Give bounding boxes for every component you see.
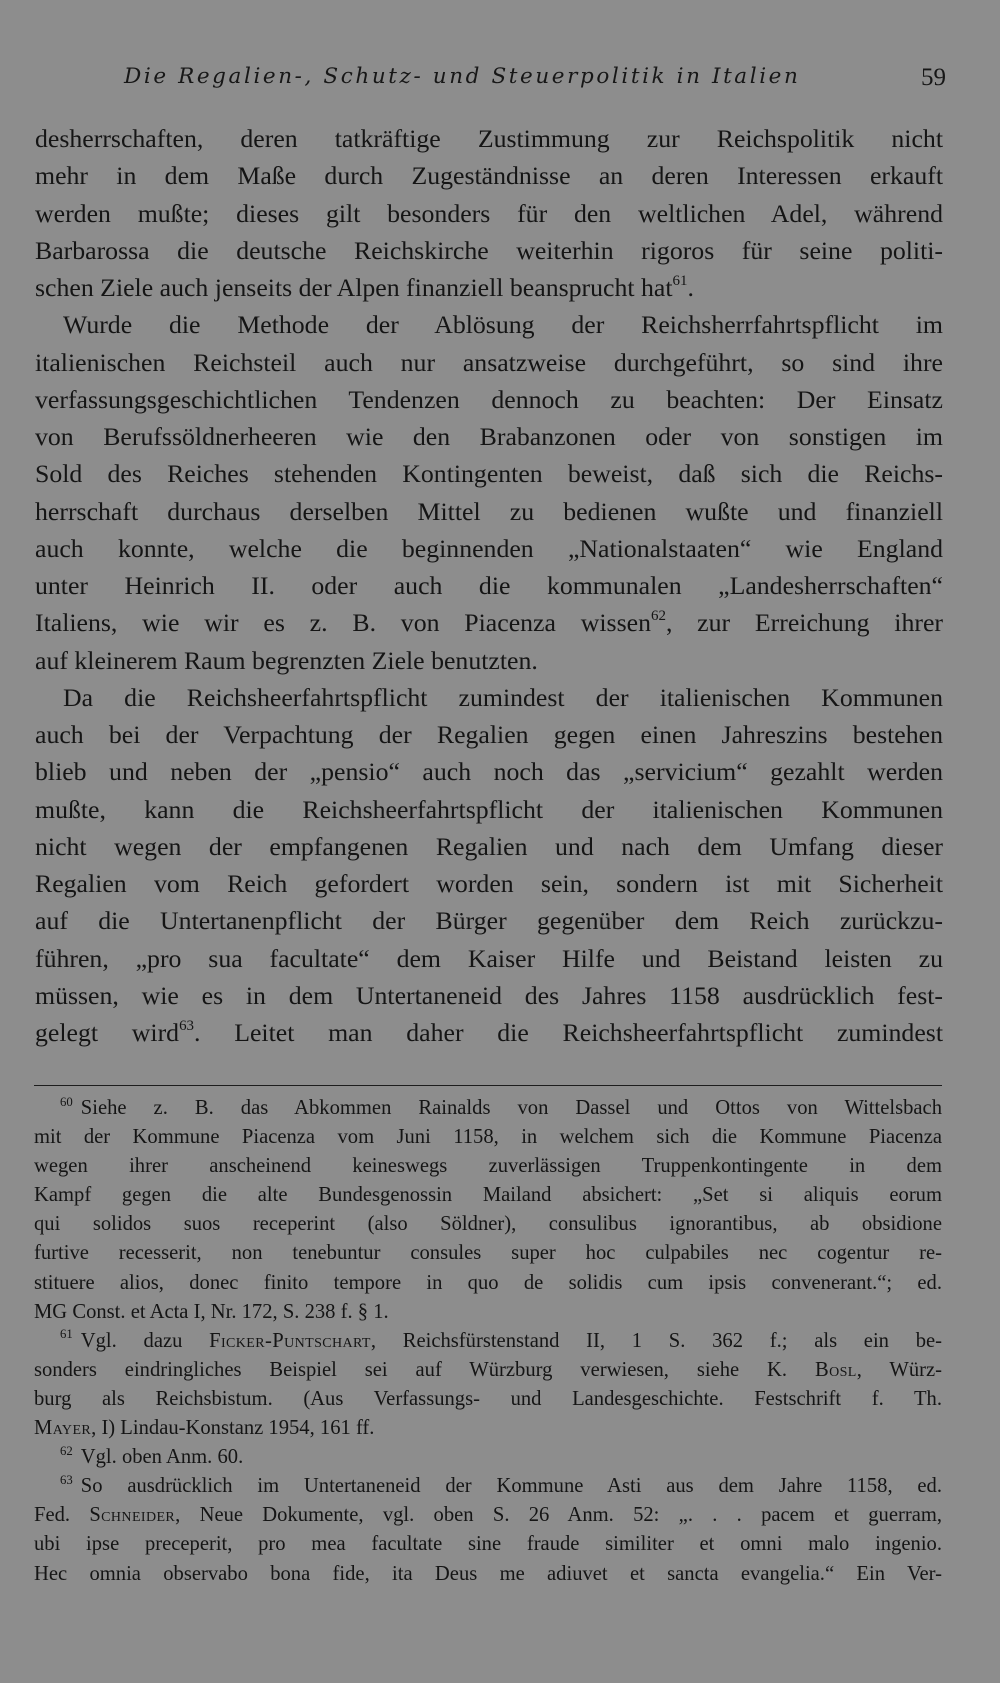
text-line: blieb und neben der „pensio“ auch noch das „servicium“ gezahlt werden [35, 757, 943, 787]
footnote-62 [34, 1443, 942, 1472]
text-segment: Italiens, wie wir es z. B. von Piacenza wissen [35, 608, 651, 638]
text-segment: Fed. [34, 1504, 90, 1527]
text-line: führen, „pro sua facultate“ dem Kaiser Hilfe und Beistand leisten zu [35, 943, 943, 973]
text-line: qui solidos suos receperint (also Söldner), consulibus ignorantibus, ab obsidione [34, 1213, 942, 1236]
text-segment: schen Ziele auch jenseits der Alpen finanziell beansprucht hat [35, 273, 673, 302]
footnote-60 [34, 1094, 942, 1327]
text-line: unter Heinrich II. oder auch die kommunalen „Landesherrschaften“ [35, 571, 943, 600]
text-segment: , Würz- [856, 1358, 942, 1381]
text-segment: , Reichsfürstenstand II, 1 S. 362 f.; als ein be- [370, 1329, 942, 1352]
text-segment: , zur Erreichung ihrer [665, 608, 943, 638]
footnote-number: 60 [60, 1094, 73, 1109]
text-line: mehr in dem Maße durch Zugeständnisse an deren Interessen erkauft [35, 161, 943, 191]
footnote-61 [34, 1327, 942, 1443]
author-name: Bosl [814, 1358, 857, 1381]
text-line: mit der Kommune Piacenza vom Juni 1158, in welchem sich die Kommune Piacenza [34, 1126, 942, 1149]
text-line: mußte, kann die Reichsheerfahrtspflicht der italienischen Kommunen [35, 794, 943, 824]
text-line [34, 1472, 942, 1501]
text-segment: So ausdrücklich im Untertaneneid der Kommune Asti aus dem Jahre 1158, ed. [80, 1475, 942, 1498]
text-line: Wurde die Methode der Ablösung der Reichsherrfahrtspflicht im [63, 310, 943, 340]
footnote-number: 62 [60, 1443, 73, 1458]
running-title: Die Regalien-, Schutz- und Steuerpolitik in Italien [124, 64, 801, 89]
footnote-ref-62[interactable]: 62 [650, 608, 666, 625]
footnote-63 [34, 1472, 942, 1588]
text-line: müssen, wie es in dem Untertaneneid des Jahres 1158 ausdrücklich fest- [35, 980, 943, 1010]
text-line: furtive recesserit, non tenebuntur consules super hoc culpabiles nec cogentur re- [34, 1242, 942, 1265]
text-line [35, 269, 943, 306]
text-line: italienischen Reichsteil auch nur ansatzweise durchgeführt, so sind ihre [35, 347, 943, 377]
text-line [34, 1356, 942, 1385]
paragraph-3 [35, 679, 943, 1052]
text-line: Sold des Reiches stehenden Kontingenten beweist, daß sich die Reichs- [35, 459, 943, 489]
text-segment: Siehe z. B. das Abkommen Rainalds von Dassel und Ottos von Wittelsbach [80, 1097, 942, 1119]
text-line: wegen ihrer anscheinend keineswegs zuverlässigen Truppenkontingente in dem [34, 1155, 942, 1178]
text-line: MG Const. et Acta I, Nr. 172, S. 238 f. § 1. [34, 1300, 389, 1323]
text-line [35, 604, 943, 641]
text-line: ubi ipse preceperit, pro mea facultate sine fraude similiter et omni malo ingenio. [34, 1533, 942, 1556]
footnote-number: 61 [60, 1327, 73, 1342]
text-line: auf kleinerem Raum begrenzten Ziele benutzten. [35, 645, 538, 675]
text-line [34, 1443, 942, 1472]
author-name: Mayer [34, 1417, 92, 1440]
footnote-number: 63 [60, 1472, 73, 1487]
text-line: desherrschaften, deren tatkräftige Zustimmung zur Reichspolitik nicht [35, 124, 943, 153]
text-line [35, 1014, 943, 1051]
text-segment: . Leitet man daher die Reichsheerfahrtspflicht zumindest [194, 1018, 943, 1047]
text-segment: , Neue Dokumente, vgl. oben S. 26 Anm. 52: „. . . pacem et guerram, [175, 1504, 943, 1527]
main-text [35, 120, 943, 1051]
text-line: stituere alios, donec finito tempore in quo de solidis cum ipsis convenerant.“; ed. [34, 1271, 942, 1294]
text-line: Barbarossa die deutsche Reichskirche weiterhin rigoros für seine politi- [35, 235, 943, 265]
text-line: nicht wegen der empfangenen Regalien und nach dem Umfang dieser [35, 831, 943, 861]
text-segment: gelegt wird [35, 1018, 180, 1047]
paragraph-1 [35, 120, 943, 306]
text-line: Regalien vom Reich gefordert worden sein, sondern ist mit Sicherheit [35, 869, 943, 898]
text-segment: , I) Lindau-Konstanz 1954, 161 ff. [91, 1417, 375, 1440]
footnote-ref-63[interactable]: 63 [179, 1017, 195, 1034]
text-line [34, 1327, 942, 1356]
running-header [124, 64, 946, 98]
footnote-ref-61[interactable]: 61 [672, 272, 688, 289]
text-line: verfassungsgeschichtlichen Tendenzen dennoch zu beachten: Der Einsatz [35, 384, 943, 414]
page-number: 59 [921, 64, 946, 91]
text-line: burg als Reichsbistum. (Aus Verfassungs- und Landesgeschichte. Festschrift f. Th. [34, 1387, 942, 1410]
text-line [34, 1094, 942, 1123]
text-line [34, 1501, 942, 1530]
text-line: herrschaft durchaus derselben Mittel zu bedienen wußte und finanziell [35, 496, 943, 526]
text-line: werden mußte; dieses gilt besonders für den weltlichen Adel, während [35, 198, 943, 228]
text-line: Da die Reichsheerfahrtspflicht zumindest der italienischen Kommunen [63, 682, 943, 712]
text-segment: Vgl. oben Anm. 60. [80, 1446, 244, 1469]
text-line: auch bei der Verpachtung der Regalien gegen einen Jahreszins bestehen [35, 720, 943, 749]
text-line: auf die Untertanenpflicht der Bürger gegenüber dem Reich zurückzu- [35, 906, 943, 936]
text-line: Hec omnia observabo bona fide, ita Deus me adiuvet et sancta evangelia.“ Ein Ver- [34, 1562, 942, 1585]
author-name: Ficker-Puntschart [209, 1329, 371, 1352]
text-segment: sonders eindringliches Beispiel sei auf Würzburg verwiesen, siehe K. [34, 1358, 815, 1381]
paragraph-2 [35, 306, 943, 679]
footnotes [34, 1094, 942, 1589]
footnote-divider [34, 1085, 942, 1086]
text-segment: Vgl. dazu [80, 1329, 210, 1352]
text-line: auch konnte, welche die beginnenden „Nationalstaaten“ wie England [35, 533, 943, 563]
text-segment: . [687, 273, 694, 302]
text-line [34, 1414, 942, 1443]
text-line: Kampf gegen die alte Bundesgenossin Mailand absichert: „Set si aliquis eorum [34, 1184, 942, 1207]
text-line: von Berufssöldnerheeren wie den Brabanzonen oder von sonstigen im [35, 422, 943, 451]
author-name: Schneider [89, 1504, 176, 1527]
